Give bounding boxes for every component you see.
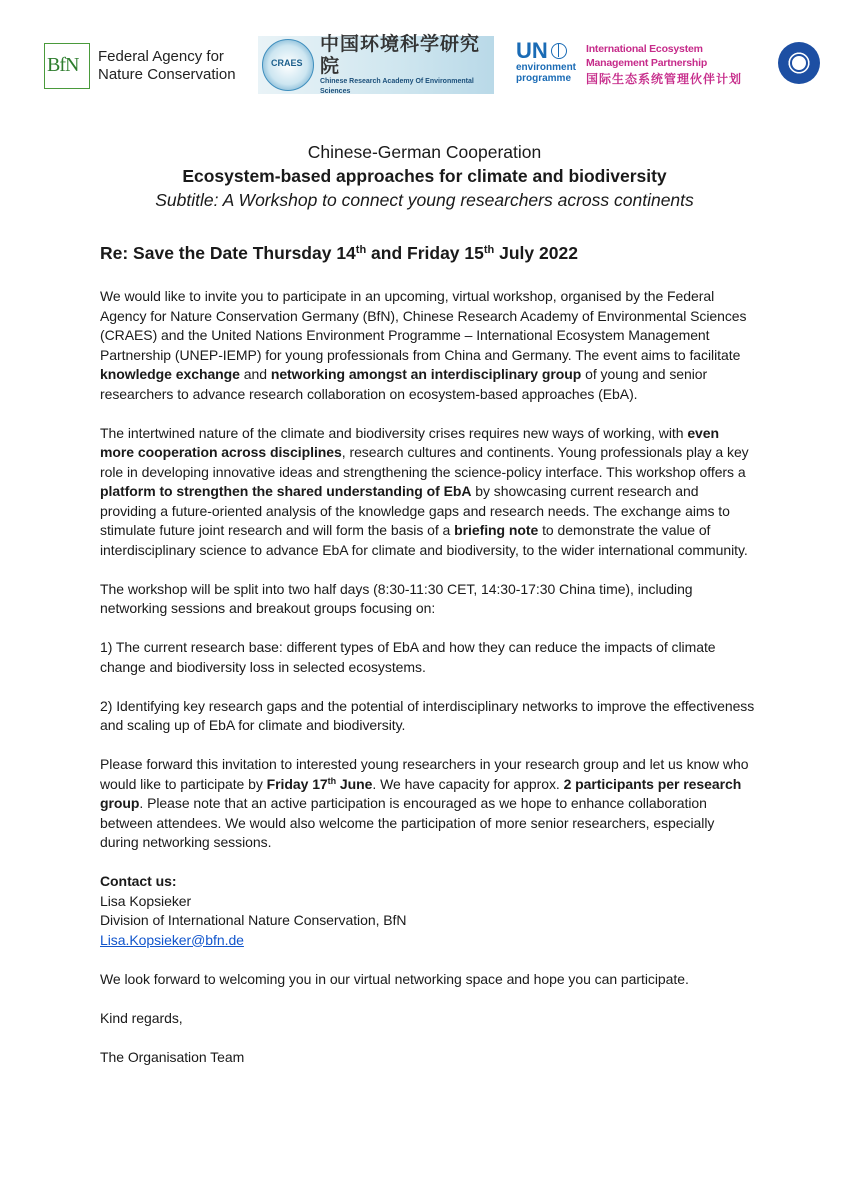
p1-t1: We would like to invite you to participate in an upcoming, virtual workshop, organised by the Federal Agency for Nature Conservation Germany (BfN), Chinese Research Academy of Environmental Sciences (CRAES) and the United Nations Environment Programme – International Ecosystem Management Partnership (UNEP-IEMP) for young professionals from China and Germany. The event aims to facilitate [100,288,747,363]
craes-seal-icon [262,39,314,91]
iemp-chinese-name: 国际生态系统管理伙伴计划 [586,72,743,86]
unep-line1: environment [516,62,577,73]
bfn-mark-icon [44,43,90,89]
paragraph-look-forward: We look forward to welcoming you in our virtual networking space and hope you can participate. [100,970,689,987]
bfn-name-line1: Federal Agency for [98,48,224,65]
save-date-suffix: July 2022 [494,243,578,263]
p6-b1-end: June [336,775,373,792]
p6-t2: . We have capacity for approx. [372,775,564,792]
paragraph-motivation [100,424,755,561]
p2-t1: The intertwined nature of the climate and biodiversity crises requires new ways of working, with [100,424,688,441]
logo-header [40,33,820,96]
paragraph-focus-1: 1) The current research base: different types of EbA and how they can reduce the impacts of climate change and biodiversity loss in selected ecosystems. [100,639,716,675]
bfn-mark-text: BfN [47,54,79,76]
save-the-date-heading [100,243,578,264]
p1-b1: knowledge exchange [100,366,240,382]
unep-un [516,40,578,62]
unep-un-text: UN [516,38,548,63]
p6-b1 [267,776,373,792]
p1-t3: of young and senior researchers to advance research collaboration on ecosystem-based approaches (EbA). [100,366,708,402]
p6-t1: Please forward this invitation to interested young researchers in your research group and let us know who would like to participate by [100,756,749,792]
paragraph-schedule: The workshop will be split into two half days (8:30-11:30 CET, 14:30-17:30 China time), including networking sessions and breakout groups focusing on: [100,580,693,616]
cas-seal-inner [790,54,808,72]
p2-t2: , research cultures and continents. Young professionals play a key role in developing innovative ideas and strengthening the science-policy interface. This workshop offers a [100,444,749,480]
contact-heading: Contact us: [100,873,177,889]
title-subtitle: Subtitle: A Workshop to connect young researchers across continents [155,190,694,210]
p2-b2: platform to strengthen the shared understanding of EbA [100,483,472,499]
save-date-sup1: th [355,244,367,256]
p2-b1: even more cooperation across disciplines [100,424,720,460]
save-date-middle: and Friday 15 [366,243,484,263]
p2-b3: briefing note [454,522,539,538]
closing-regards: Kind regards, [100,1009,183,1026]
unep-line2: programme [516,73,572,84]
p1-b2: networking amongst an interdisciplinary group [270,366,582,382]
p2-t4: to demonstrate the value of interdisciplinary science to advance EbA for climate and biodiversity, to the wider international community. [100,522,748,558]
contact-name: Lisa Kopsieker [100,892,192,909]
closing-signature: The Organisation Team [100,1048,245,1065]
craes-english-name: Chinese Research Academy Of Environmental Sciences [320,78,474,95]
bfn-name-line2: Nature Conservation [98,66,236,83]
paragraph-invitation [100,287,755,404]
title-line-2: Ecosystem-based approaches for climate and biodiversity [182,166,667,186]
save-date-sup2: th [483,244,495,256]
iemp-english-name: International Ecosystem Management Partnership [586,43,708,69]
save-date-prefix: Re: Save the Date Thursday 14 [100,243,356,263]
cas-seal-icon [778,42,820,84]
craes-seal-text: CRAES [271,58,303,68]
unep-logo [516,40,578,90]
globe-icon [551,43,567,59]
paragraph-focus-2: 2) Identifying key research gaps and the potential of interdisciplinary networks to improve the effectiveness and scaling up of EbA for climate and biodiversity. [100,697,755,733]
p6-t3: . Please note that an active participation is encouraged as we hope to enhance collaboration between attendees. We would also welcome the participation of more senior researchers, especially during networking sessions. [100,795,715,850]
iemp-logo [586,42,766,88]
craes-logo [258,33,494,95]
p6-b1-sup: th [327,775,337,786]
craes-chinese-name: 中国环境科学研究院 [320,33,481,77]
p1-t2: and [239,366,271,382]
bfn-name [98,48,236,84]
p6-b2: 2 participants per research group [100,775,742,811]
bfn-logo [44,40,236,92]
letter-body [100,287,755,1087]
contact-email-link[interactable]: Lisa.Kopsieker@bfn.de [100,931,244,948]
p2-t3: by showcasing current research and providing a future-oriented analysis of the knowledge gaps and research needs. The exchange aims to stimulate future joint research and will form the basis of a [100,483,730,538]
contact-block [100,872,755,950]
title-block [0,140,849,212]
p6-b1-text: Friday 17 [266,775,328,792]
paragraph-registration [100,755,755,853]
title-line-1: Chinese-German Cooperation [307,142,542,162]
contact-division: Division of International Nature Conservation, BfN [100,912,407,928]
craes-text [320,33,494,97]
